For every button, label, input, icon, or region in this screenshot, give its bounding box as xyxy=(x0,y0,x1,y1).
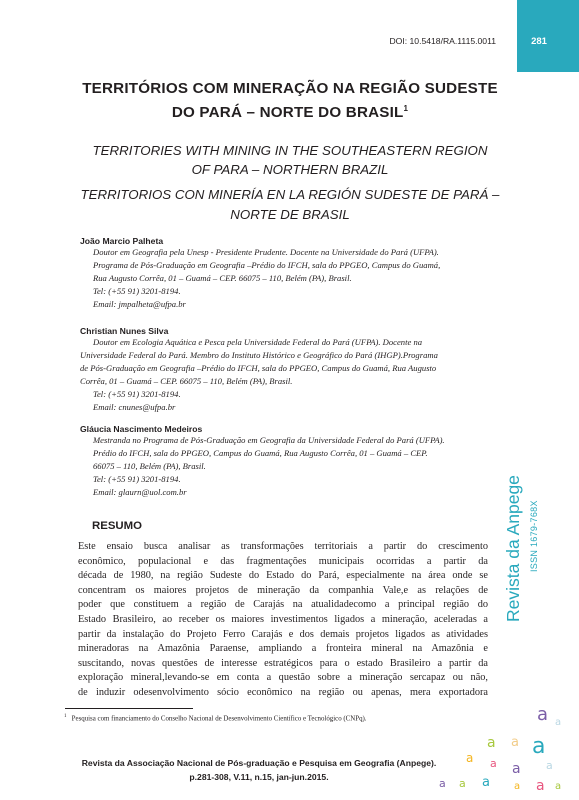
page-number-tab xyxy=(517,0,579,72)
resumo-line: suscitando, novas questões de interesse estratégicos para o estado Brasileiro a partir da xyxy=(78,657,488,669)
decorative-letter-a: a xyxy=(514,781,521,792)
journal-footer-line1: Revista da Associação Nacional de Pós-graduação e Pesquisa em Geografia (Anpege). xyxy=(81,758,437,768)
resumo-line: concentram os maiores projetos de mineração da companhia Vale,e as relações de xyxy=(78,584,488,596)
author-block-2 xyxy=(80,326,500,415)
decorative-letter-a: a xyxy=(459,777,466,790)
title-english-line2: OF PARA – NORTHERN BRAZIL xyxy=(191,162,389,177)
title-footnote-marker: 1 xyxy=(403,104,409,113)
resumo-body xyxy=(78,540,488,701)
decorative-letter-a: a xyxy=(466,751,474,765)
title-spanish-line2: NORTE DE BRASIL xyxy=(230,207,350,222)
decorative-letter-a: a xyxy=(439,777,446,790)
decorative-letter-a: a xyxy=(536,778,545,794)
decorative-letter-a: a xyxy=(511,735,519,750)
author-affiliation-line: Doutor em Ecologia Aquática e Pesca pela Universidade Federal do Pará (UFPA). Docente na xyxy=(93,337,423,347)
decorative-letter-a: a xyxy=(546,759,553,772)
decorative-letter-a: a xyxy=(512,761,521,777)
page-number: 281 xyxy=(531,36,547,47)
title-portuguese-line1: TERRITÓRIOS COM MINERAÇÃO NA REGIÃO SUDESTE xyxy=(82,80,498,97)
decorative-letter-a: a xyxy=(555,781,562,792)
decorative-letter-a: a xyxy=(555,717,562,728)
author-block-3 xyxy=(80,424,500,499)
journal-sidebar xyxy=(503,475,539,623)
author-affiliation-line: Doutor em Geografia pela Unesp - Presidente Prudente. Docente na Universidade do Pará (UFPA). xyxy=(93,247,439,257)
resumo-line: de induzir odesenvolvimento sócio econômico na região ou apenas, mera exportadora xyxy=(78,686,488,698)
author-affiliation-line: 66075 – 110, Belém (PA), Brasil. xyxy=(93,461,206,472)
sidebar-journal-name: Revista da Anpege xyxy=(503,475,523,622)
author-affiliation-line: de Pós-Graduação em Geografia –Prédio do IFCH, sala do PPGEO, Campus do Guamá, Rua Augusto xyxy=(80,363,437,374)
journal-footer-line2: p.281-308, V.11, n.15, jan-jun.2015. xyxy=(189,771,329,782)
decorative-letter-a: a xyxy=(537,704,549,725)
author-affiliation-line: Universidade Federal do Pará. Membro do Instituto Histórico e Geográfico do Pará (IHGP).Programa xyxy=(80,350,438,361)
author-affiliation-line: Programa de Pós-Graduação em Geografia –Prédio do IFCH, sala do PPGEO, Campus do Guamá, xyxy=(93,260,441,271)
resumo-heading: RESUMO xyxy=(92,520,142,532)
doi-text: DOI: 10.5418/RA.1115.0011 xyxy=(389,36,496,46)
author-name: Christian Nunes Silva xyxy=(80,326,169,336)
author-phone: Tel: (+55 91) 3201-8194. xyxy=(93,389,181,400)
author-affiliation-line: Prédio do IFCH, sala do PPGEO, Campus do Guamá, Rua Augusto Corrêa, 01 – Guamá – CEP. xyxy=(93,448,428,459)
author-email: Email: cnunes@ufpa.br xyxy=(93,402,176,413)
journal-footer xyxy=(78,757,440,784)
title-spanish-line1: TERRITORIOS CON MINERÍA EN LA REGIÓN SUDESTE DE PARÁ – xyxy=(80,187,500,202)
resumo-line: econômico, populacional e das fragmentações municipais ocorridas a partir da xyxy=(78,555,488,567)
resumo-line: partir da instalação do Projeto Ferro Carajás e dos demais projetos ligados as atividades xyxy=(78,628,488,640)
author-affiliation-line: Mestranda no Programa de Pós-Graduação em Geografia da Universidade Federal do Pará (UFPA). xyxy=(93,435,445,445)
author-affiliation-line: Corrêa, 01 – Guamá – CEP. 66075 – 110, Belém (PA), Brasil. xyxy=(80,376,293,387)
footnote-marker: 1 xyxy=(64,714,67,719)
footnote xyxy=(64,714,367,722)
resumo-line: década de 1980, na região Sudeste do Estado do Pará, especialmente na área onde se xyxy=(78,570,488,582)
title-portuguese-line2-wrap xyxy=(60,104,520,121)
author-name: Gláucia Nascimento Medeiros xyxy=(80,424,203,434)
decorative-letter-a: a xyxy=(490,757,497,770)
resumo-line: Este ensaio busca analisar as transformações territoriais a partir do crescimento xyxy=(78,541,488,552)
author-phone: Tel: (+55 91) 3201-8194. xyxy=(93,286,181,297)
author-block-1 xyxy=(80,236,500,311)
footnote-rule xyxy=(65,708,193,709)
author-name: João Marcio Palheta xyxy=(80,236,164,246)
author-phone: Tel: (+55 91) 3201-8194. xyxy=(93,474,181,485)
author-email: Email: jmpalheta@ufpa.br xyxy=(93,299,186,310)
footnote-text: Pesquisa com financiamento do Conselho Nacional de Desenvolvimento Científico e Tecnológico (CNPq). xyxy=(71,715,367,723)
author-email: Email: glaurn@uol.com.br xyxy=(93,487,187,498)
author-affiliation-line: Rua Augusto Corrêa, 01 – Guamá – CEP. 66075 – 110, Belém (PA), Brasil. xyxy=(93,273,352,284)
resumo-line: Estado Brasileiro, ao receber os maiores investimentos ligados a mineração, aceleradas a xyxy=(78,613,488,625)
sidebar-issn: ISSN 1679-768X xyxy=(529,500,539,572)
decorative-letter-a: a xyxy=(532,734,546,759)
decorative-letter-a: a xyxy=(487,735,496,751)
decorative-letter-a: a xyxy=(482,775,490,790)
resumo-line: exploração mineral,levando-se em conta a questão sobre a mineração sercapaz ou não, xyxy=(78,672,488,684)
title-english-line1: TERRITORIES WITH MINING IN THE SOUTHEASTERN REGION xyxy=(92,143,488,158)
title-portuguese-line2: DO PARÁ – NORTE DO BRASIL xyxy=(171,104,404,122)
resumo-line: mineradoras na Amazônia Paraense, ampliando a fronteira mineral na Amazônia e xyxy=(78,643,488,655)
resumo-line: poder que constituem a região de Carajás na atualidadecomo a principal região do xyxy=(78,599,488,611)
